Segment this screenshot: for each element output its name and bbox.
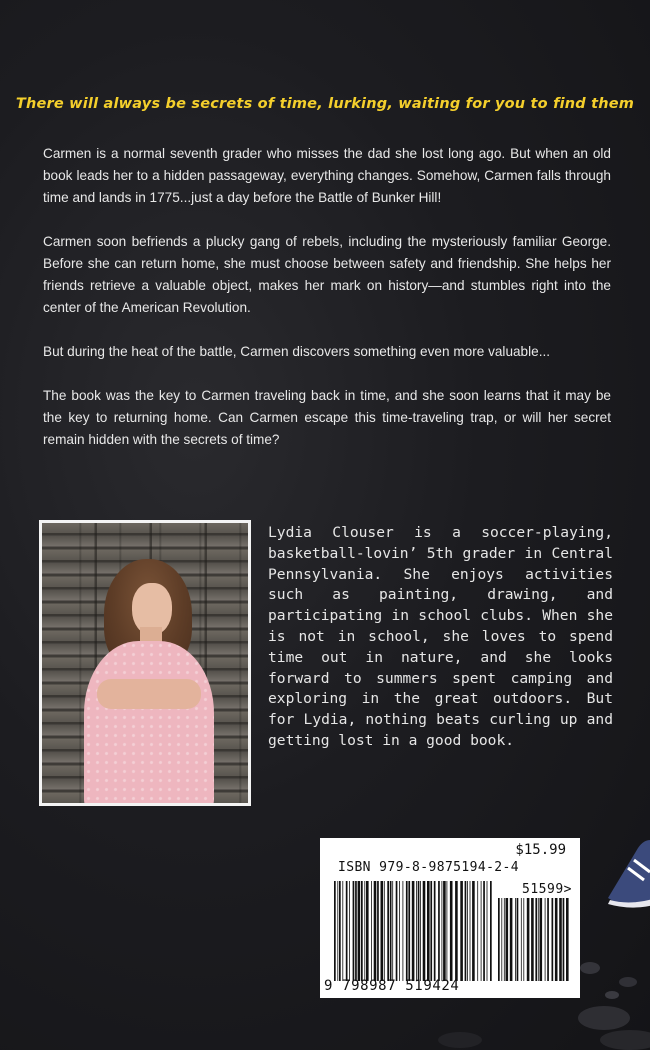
author-bio: Lydia Clouser is a soccer-playing, basketball-lovin’ 5th grader in Central Pennsylvania. She enjoys activities such as painting, drawing, and participating in school clubs. When she is not in school, she loves to spend time out in nature, and she looks forward to summers spent camping and exploring in the great outdoors. But for Lydia, nothing beats curling up and getting lost in a good book. — [268, 524, 613, 749]
blurb-paragraph: Carmen soon befriends a plucky gang of rebels, including the mysteriously familiar George. Before she can return home, she must choose between safety and friendship. She helps her friends retrieve a valuable object, makes her mark on history—and stumbles right into the center of the American Revolution. — [43, 234, 611, 315]
barcode-block — [320, 838, 580, 998]
blurb-paragraph: Carmen is a normal seventh grader who misses the dad she lost long ago. But when an old book leads her to a hidden passageway, everything changes. Somehow, Carmen falls through time and lands in 1775...just a day before the Battle of Bunker Hill! — [43, 146, 611, 205]
price-barcode — [498, 898, 572, 981]
tagline: There will always be secrets of time, lurking, waiting for you to find them — [15, 96, 635, 112]
back-cover-blurb — [43, 143, 611, 473]
isbn-barcode — [334, 881, 494, 981]
price-label: $15.99 — [515, 842, 566, 858]
addon-code: 51599> — [522, 882, 572, 897]
blurb-paragraph: But during the heat of the battle, Carmen discovers something even more valuable... — [43, 344, 551, 359]
author-photo-image — [42, 523, 248, 803]
barcode-digits: 9 798987 519424 — [324, 978, 460, 994]
sneaker-illustration — [598, 828, 650, 908]
author-photo — [39, 520, 251, 806]
isbn-label: ISBN 979-8-9875194-2-4 — [338, 860, 519, 875]
blurb-paragraph: The book was the key to Carmen traveling back in time, and she soon learns that it may be the key to returning home. Can Carmen escape this time-traveling trap, or will her secret remain hidden with the secrets of time? — [43, 388, 611, 447]
